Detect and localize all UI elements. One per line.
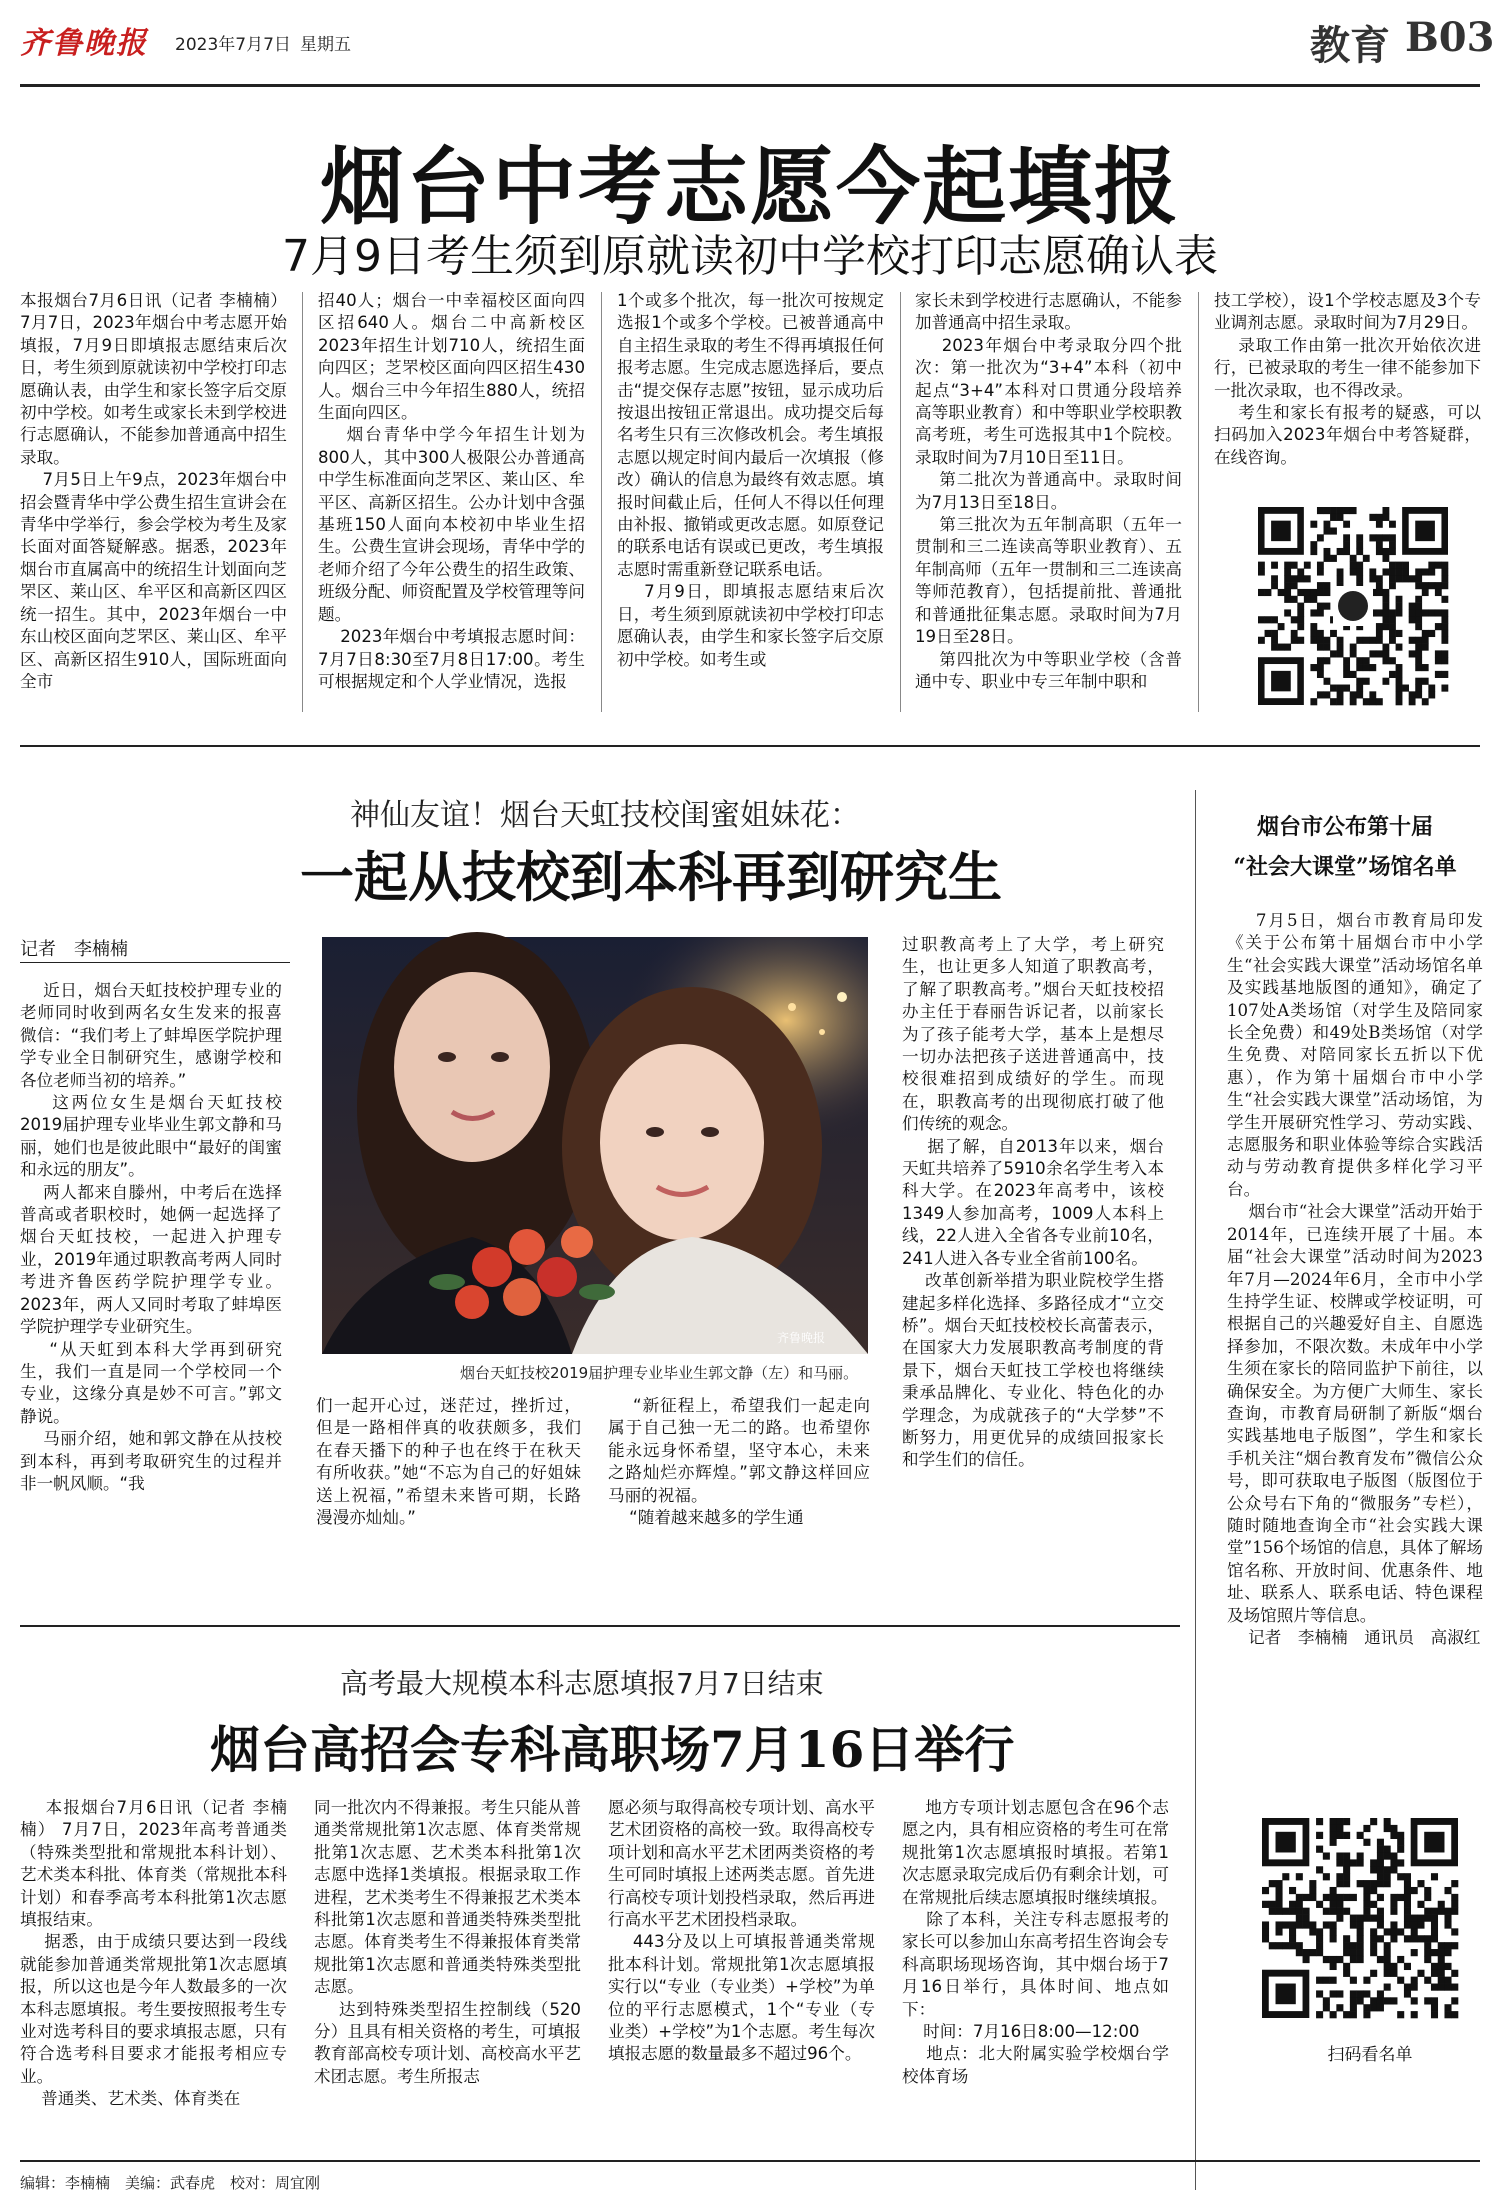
story3-column-2: 同一批次内不得兼报。考生只能从普通类常规批第1次志愿、体育类常规批第1次志愿、艺术类本科批第1次志愿中选择1类填报。根据录取工作进程，艺术类考生不得兼报艺术类本科批第1次志愿和普通类特殊类型批志愿。体育类考生不得兼报体育类常规批第1次志愿和普通类特殊类型批志愿。 达到特殊类型招生控制线（520分）且具有相关资格的考生，可填报教育部高校专项计划、高校高水平艺术团志愿。考生所报志 <box>314 1798 581 2086</box>
footer-rule <box>20 2160 1480 2162</box>
story2-photo <box>322 937 868 1354</box>
sidebar-headline-line1: 烟台市公布第十届 <box>1256 814 1433 840</box>
newspaper-logo: 齐鲁晚报 <box>20 26 148 61</box>
story2-column-2: 们一起开心过，迷茫过，挫折过，但是一路相伴真的收获颇多，我们在春天播下的种子也在终于在秋天有所收获。”她“不忘为自己的好姐妹送上祝福，”希望未来皆可期，长路漫漫亦灿灿。” <box>316 1396 581 1528</box>
footer-credits: 编辑：李楠楠 美编：武春虎 校对：周宜刚 <box>20 2174 321 2192</box>
story1-headline: 烟台中考志愿今起填报 <box>319 137 1180 236</box>
story2-kicker: 神仙友谊！烟台天虹技校闺蜜姐妹花： <box>350 798 860 833</box>
story1-column-2: 招40人；烟台一中幸福校区面向四区招640人。烟台二中高新校区2023年招生计划710人，统招生面向四区；芝罘校区面向四区招生430人。烟台三中今年招生880人，统招生面向四区。 烟台青华中学今年招生计划为800人，其中300人极限公办普通高中学生标准面向芝罘区、莱山区、牟平区、高新区招生。公办计划中含强基班150人面向本校初中毕业生招生。公费生宣讲会现场，青华中学的老师介绍了今年公费生的招生政策、班级分配、师资配置及学校管理等问题。 2023年烟台中考填报志愿时间：7月7日8:30至7月8日17:00。考生可根据规定和个人学业情况，选报 <box>318 291 586 691</box>
qr-code-image[interactable] <box>1262 1818 1458 2018</box>
sidebar-body: 7月5日，烟台市教育局印发《关于公布第十届烟台市中小学生“社会实践大课堂”活动场馆名单及实践基地版图的通知》，确定了107处A类场馆（对学生及陪同家长全免费）和49处B类场馆（对学生免费、对陪同家长五折以下优惠），作为第十届烟台市中小学生“社会实践大课堂”活动场馆，为学生开展研究性学习、劳动实践、志愿服务和职业体验等综合实践活动与劳动教育提供多样化学习平台。 烟台市“社会大课堂”活动开始于2014年，已连续开展了十届。本届“社会大课堂”活动时间为2023年7月—2024年6月，全市中小学生持学生证、校牌或学校证明，可根据自己的兴趣爱好自主、自愿选择参加，不限次数。未成年中小学生须在家长的陪同监护下前往，以确保安全。为方便广大师生、家长查询，市教育局研制了新版“烟台实践基地电子版图”，学生和家长手机关注“烟台教育发布”微信公众号，即可获取电子版图（版图位于公众号右下角的“微服务”专栏），随时随地查询全市“社会实践大课堂”156个场馆的信息，具体了解场馆名称、开放时间、优惠条件、地址、联系人、联系电话、特色课程及场馆照片等信息。 记者 李楠楠 通讯员 高淑红 <box>1227 911 1483 1647</box>
page-number: B03 <box>1405 14 1495 61</box>
header-rule <box>20 84 1480 87</box>
story1-column-5: 技工学校），设1个学校志愿及3个专业调剂志愿。录取时间为7月29日。 录取工作由第一批次开始依次进行，已被录取的考生一律不能参加下一批次录取，也不得改录。 考生和家长有报考的疑惑，可以扫码加入2023年烟台中考答疑群，在线咨询。 <box>1214 291 1481 467</box>
sidebar-headline-line2: “社会大课堂”场馆名单 <box>1233 854 1457 880</box>
story3-headline: 烟台高招会专科高职场7月16日举行 <box>210 1720 1015 1779</box>
section-divider <box>20 745 1480 747</box>
story3-column-3: 愿必须与取得高校专项计划、高水平艺术团资格的高校一致。取得高校专项计划和高水平艺术团两类资格的考生可同时填报上述两类志愿。首先进行高校专项计划投档录取，然后再进行高水平艺术团投档录取。 443分及以上可填报普通类常规批本科计划。常规批第1次志愿填报实行以“专业（专业类）+学校”为单位的平行志愿模式，1个“专业（专业类）+学校”为1个志愿。考生每次填报志愿的数量最多不超过96个。 <box>608 1798 875 2064</box>
photo-caption: 烟台天虹技校2019届护理专业毕业生郭文静（左）和马丽。 <box>460 1364 859 1382</box>
qr-code-image[interactable] <box>1258 507 1448 705</box>
story1-subheadline: 7月9日考生须到原就读初中学校打印志愿确认表 <box>282 231 1218 282</box>
section-divider <box>20 1625 1180 1627</box>
story2-headline: 一起从技校到本科再到研究生 <box>300 845 1002 909</box>
story3-column-1: 本报烟台7月6日讯（记者 李楠楠） 7月7日，2023年高考普通类（特殊类型批和常规批本科计划）、艺术类本科批、体育类（常规批本科计划）和春季高考本科批第1次志愿填报结束。 据悉，由于成绩只要达到一段线就能参加普通类常规批第1次志愿填报，所以这也是今年人数最多的一次本科志愿填报。考生要按照报考生专业对选考科目的要求填报志愿，只有符合选考科目要求才能报考相应专业。 普通类、艺术类、体育类在 <box>20 1798 288 2109</box>
issue-date: 2023年7月7日 <box>175 35 291 55</box>
story2-column-4: 过职教高考上了大学，考上研究生，也让更多人知道了职教高考，了解了职教高考。”烟台天虹技校招办主任于春丽告诉记者，以前家长为了孩子能考大学，基本上是想尽一切办法把孩子送进普通高中，技校很难招到成绩好的学生。而现在，职教高考的出现彻底打破了他们传统的观念。 据了解，自2013年以来，烟台天虹共培养了5910余名学生考入本科大学。在2023年高考中，该校1349人参加高考，1009人本科上线，22人进入全省各专业前10名，241人进入各专业全省前100名。 改革创新举措为职业院校学生搭建起多样化选择、多路径成才“立交桥”。烟台天虹技校校长高蕾表示，在国家大力发展职教高考制度的背景下，烟台天虹技工学校也将继续秉承品牌化、专业化、特色化的办学理念，为成就孩子的“大学梦”不断努力，用更优异的成绩回报家长和学生们的信任。 <box>902 935 1164 1470</box>
left-face <box>394 972 550 1162</box>
photo-watermark: 齐鲁晚报 <box>777 1331 826 1345</box>
story1-column-4: 家长未到学校进行志愿确认，不能参加普通高中招生录取。 2023年烟台中考录取分四个批次：第一批次为“3+4”本科（初中起点“3+4”本科对口贯通分段培养高等职业教育）和中等职业学校职教高考班，考生可选报其中1个院校。录取时间为7月10日至11日。 第二批次为普通高中。录取时间为7月13日至18日。 第三批次为五年制高职（五年一贯制和三二连读高等职业教育）、五年制高师（五年一贯制和三二连读高等师范教育），包括提前批、普通批和普通批征集志愿。录取时间为7月19日至28日。 第四批次为中等职业学校（含普通中专、职业中专三年制中职和 <box>915 291 1182 691</box>
story2-column-1: 近日，烟台天虹技校护理专业的老师同时收到两名女生发来的报喜微信：“我们考上了蚌埠医学院护理学专业全日制研究生，感谢学校和各位老师当初的培养。” 这两位女生是烟台天虹技校2019届护理专业毕业生郭文静和马丽，她们也是彼此眼中“最好的闺蜜和永远的朋友”。 两人都来自滕州，中考后在选择普高或者职校时，她俩一起选择了烟台天虹技校，一起进入护理专业，2019年通过职教高考两人同时考进齐鲁医药学院护理学专业。2023年，两人又同时考取了蚌埠医学院护理学专业研究生。 “从天虹到本科大学再到研究生，我们一直是同一个学校同一个专业，这缘分真是妙不可言。”郭文静说。 马丽介绍，她和郭文静在从技校到本科，再到考取研究生的过程并非一帆风顺。“我 <box>20 981 283 1493</box>
story2-column-3: “新征程上，希望我们一起走向属于自己独一无二的路。也希望你能永远身怀希望，坚守本心，未来之路灿烂亦辉煌。”郭文静这样回应马丽的祝福。 “随着越来越多的学生通 <box>608 1396 870 1528</box>
story3-column-4: 地方专项计划志愿包含在96个志愿之内，具有相应资格的考生可在常规批第1次志愿填报时填报。若第1次志愿录取完成后仍有剩余计划，可在常规批后续志愿填报时继续填报。 除了本科，关注专科志愿报考的家长可以参加山东高考招生咨询会专科高职场现场咨询，其中烟台场于7月16日举行，具体时间、地点如下： 时间：7月16日8:00—12:00 地点：北大附属实验学校烟台学校体育场 <box>902 1798 1169 2086</box>
story1-column-3: 1个或多个批次，每一批次可按规定选报1个或多个学校。已被普通高中自主招生录取的考生不得再填报任何报考志愿。生完成志愿选择后，要点击“提交保存志愿”按钮，显示成功后按退出按钮正常退出。成功提交后每名考生只有三次修改机会。考生填报志愿以规定时间内最后一次填报（修改）确认的信息为最终有效志愿。填报时间截止后，任何人不得以任何理由补报、撤销或更改志愿。如原登记的联系电话有误或已更改，考生填报志愿时需重新登记联系电话。 7月9日，即填报志愿结束后次日，考生须到原就读初中学校打印志愿确认表，由学生和家长签字后交原初中学校。如考生或 <box>617 291 884 669</box>
story1-column-1: 本报烟台7月6日讯（记者 李楠楠） 7月7日，2023年烟台中考志愿开始填报，7月9日即填报志愿结束后次日，考生须到原就读初中学校打印志愿确认表，由学生和家长签字后交原初中学校。如考生或家长未到学校进行志愿确认，不能参加普通高中招生录取。 7月5日上午9点，2023年烟台中招会暨青华中学公费生招生宣讲会在青华中学举行，参会学校为考生及家长面对面答疑解惑。据悉，2023年烟台市直属高中的统招生计划面向芝罘区、莱山区、牟平区和高新区四区统一招生。其中，2023年烟台一中东山校区面向芝罘区、莱山区、牟平区、高新区招生910人，国际班面向全市 <box>20 291 287 691</box>
story3-kicker: 高考最大规模本科志愿填报7月7日结束 <box>340 1667 824 1700</box>
issue-weekday: 星期五 <box>300 35 351 55</box>
scan-label: 扫码看名单 <box>1327 2045 1413 2065</box>
section-name: 教育 <box>1310 22 1390 69</box>
story2-byline: 记者 李楠楠 <box>20 939 128 960</box>
right-face <box>600 1044 764 1240</box>
